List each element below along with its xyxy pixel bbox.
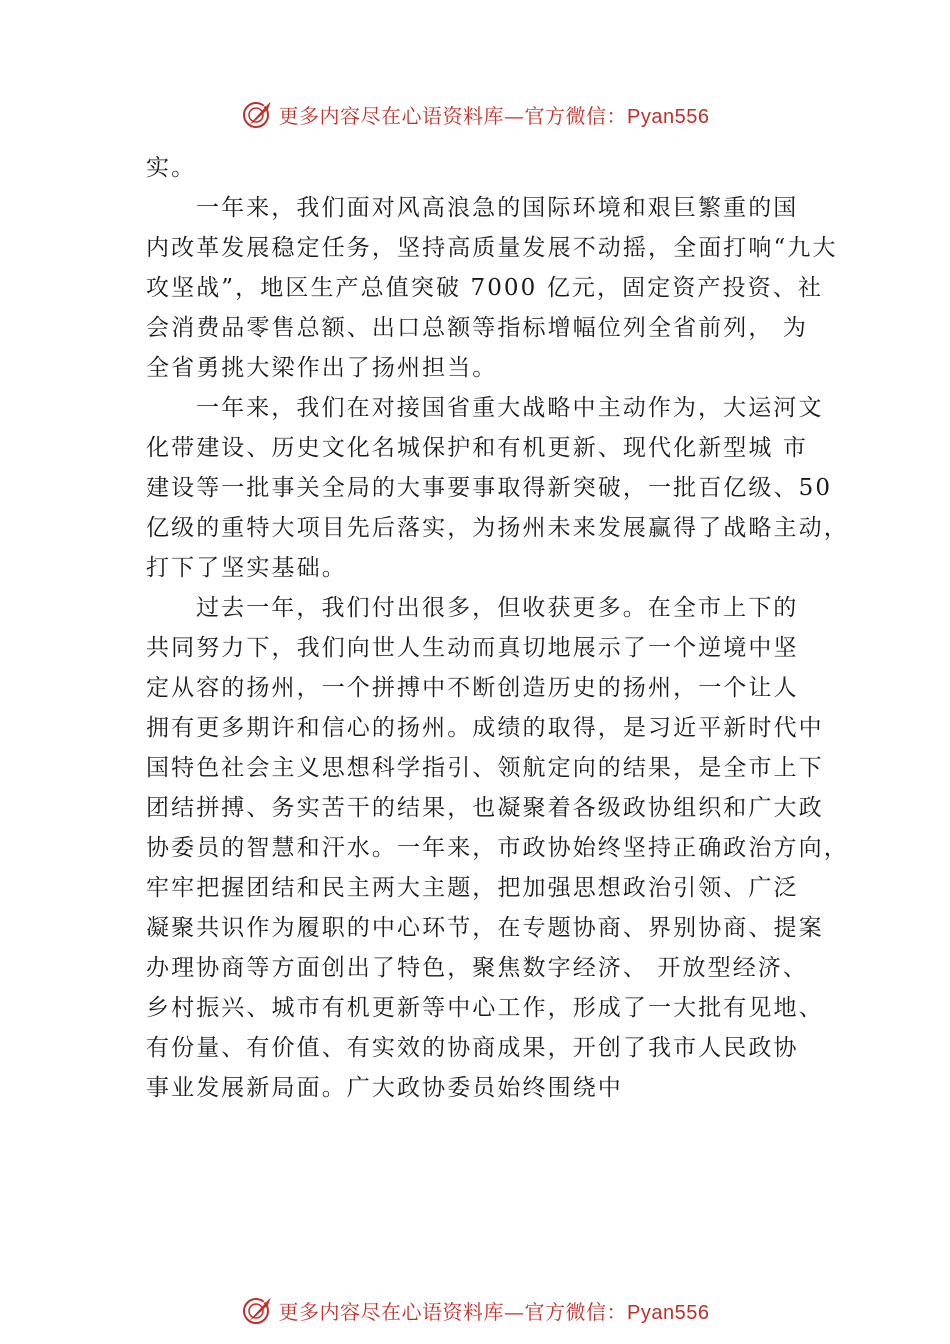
header-banner-text: 更多内容尽在心语资料库—官方微信：Pyan556 (278, 103, 710, 128)
text-line: 凝聚共识作为履职的中心环节，在专题协商、界别协商、提案 (146, 915, 824, 941)
footer-banner (0, 1290, 950, 1330)
quill-seal-logo-icon (241, 97, 275, 131)
text-line: 实。 (146, 155, 197, 181)
text-line: 定从容的扬州，一个拼搏中不断创造历史的扬州，一个让人 (146, 675, 799, 701)
quill-seal-logo-icon (241, 1293, 275, 1327)
text-line: 化带建设、历史文化名城保护和有机更新、现代化新型城 市 (146, 435, 809, 461)
text-line: 一年来，我们在对接国省重大战略中主动作为，大运河文 (196, 395, 824, 421)
footer-wechat-id: Pyan556 (627, 1301, 710, 1324)
text-line: 共同努力下，我们向世人生动而真切地展示了一个逆境中坚 (146, 635, 799, 661)
text-line: 拥有更多期许和信心的扬州。成绩的取得，是习近平新时代中 (146, 715, 824, 741)
header-banner (0, 94, 950, 134)
text-line: 事业发展新局面。广大政协委员始终围绕中 (146, 1075, 623, 1101)
text-line: 过去一年，我们付出很多，但收获更多。在全市上下的 (196, 595, 799, 621)
text-line: 建设等一批事关全局的大事要事取得新突破，一批百亿级、50 (146, 475, 833, 501)
text-line: 打下了坚实基础。 (146, 555, 347, 581)
text-line: 会消费品零售总额、出口总额等指标增幅位列全省前列， 为 (146, 315, 809, 341)
header-wechat-id: Pyan556 (627, 105, 710, 128)
footer-banner-text: 更多内容尽在心语资料库—官方微信：Pyan556 (278, 1299, 710, 1324)
text-line: 全省勇挑大梁作出了扬州担当。 (146, 355, 498, 381)
text-line: 协委员的智慧和汗水。一年来，市政协始终坚持正确政治方向， (146, 835, 849, 861)
text-line: 国特色社会主义思想科学指引、领航定向的结果，是全市上下 (146, 755, 824, 781)
text-line: 有份量、有价值、有实效的协商成果，开创了我市人民政协 (146, 1035, 799, 1061)
text-line: 办理协商等方面创出了特色，聚焦数字经济、 开放型经济、 (146, 955, 809, 981)
text-line: 乡村振兴、城市有机更新等中心工作，形成了一大批有见地、 (146, 995, 824, 1021)
text-line: 一年来，我们面对风高浪急的国际环境和艰巨繁重的国 (196, 195, 799, 221)
text-line: 亿级的重特大项目先后落实，为扬州未来发展赢得了战略主动， (146, 515, 849, 541)
document-body (146, 148, 849, 1108)
text-line: 团结拼搏、务实苦干的结果，也凝聚着各级政协组织和广大政 (146, 795, 824, 821)
text-line: 牢牢把握团结和民主两大主题，把加强思想政治引领、广泛 (146, 875, 799, 901)
text-line: 内改革发展稳定任务，坚持高质量发展不动摇，全面打响“九大 (146, 235, 838, 261)
text-line: 攻坚战”，地区生产总值突破 7000 亿元，固定资产投资、社 (146, 275, 823, 301)
